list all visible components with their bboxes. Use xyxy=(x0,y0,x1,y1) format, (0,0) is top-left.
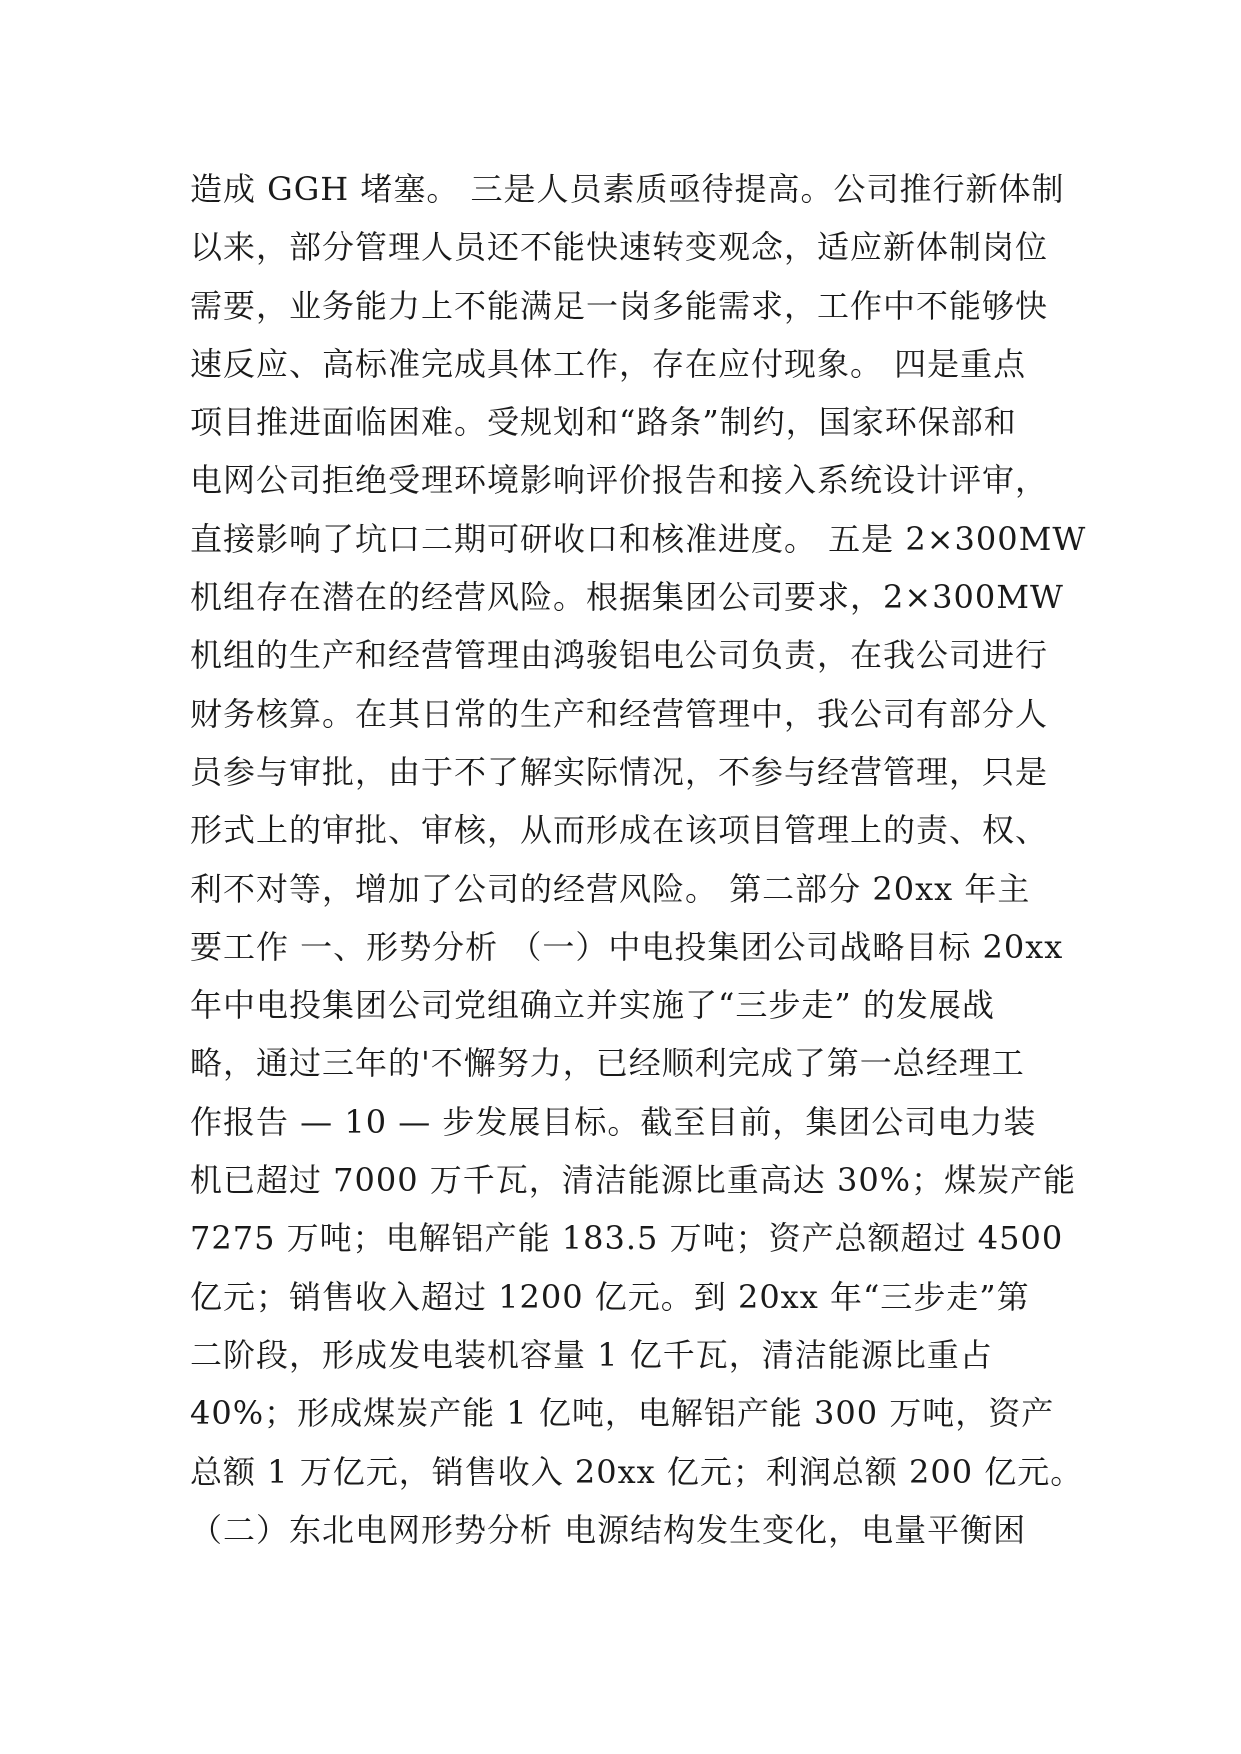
text-line: 电网公司拒绝受理环境影响评价报告和接入系统设计评审， xyxy=(190,461,1049,500)
text-line: 总额 1 万亿元，销售收入 20xx 亿元；利润总额 200 亿元。 xyxy=(190,1452,1084,1491)
text-line: 机组的生产和经营管理由鸿骏铝电公司负责，在我公司进行 xyxy=(190,636,1049,675)
text-line: 要工作 一、形势分析 （一）中电投集团公司战略目标 20xx xyxy=(190,927,1064,966)
text-line: 7275 万吨；电解铝产能 183.5 万吨；资产总额超过 4500 xyxy=(190,1219,1064,1258)
text-line: 亿元；销售收入超过 1200 亿元。到 20xx 年“三步走”第 xyxy=(190,1277,1030,1316)
text-line: 作报告 — 10 — 步发展目标。截至目前，集团公司电力装 xyxy=(190,1102,1037,1141)
text-line: 员参与审批，由于不了解实际情况，不参与经营管理，只是 xyxy=(190,752,1049,791)
text-line: 机组存在潜在的经营风险。根据集团公司要求，2×300MW xyxy=(190,578,1064,617)
text-line: 项目推进面临困难。受规划和“路条”制约，国家环保部和 xyxy=(190,403,1017,442)
body-text xyxy=(190,160,1087,1559)
text-line: 速反应、高标准完成具体工作，存在应付现象。 四是重点 xyxy=(190,344,1027,383)
text-line: （二）东北电网形势分析 电源结构发生变化，电量平衡困 xyxy=(190,1510,1027,1549)
text-line: 形式上的审批、审核，从而形成在该项目管理上的责、权、 xyxy=(190,811,1049,850)
text-line: 需要，业务能力上不能满足一岗多能需求，工作中不能够快 xyxy=(190,286,1049,325)
text-line: 40%；形成煤炭产能 1 亿吨，电解铝产能 300 万吨，资产 xyxy=(190,1394,1055,1433)
text-line: 机已超过 7000 万千瓦，清洁能源比重高达 30%；煤炭产能 xyxy=(190,1161,1077,1200)
text-line: 略，通过三年的'不懈努力，已经顺利完成了第一总经理工 xyxy=(190,1044,1025,1083)
text-line: 二阶段，形成发电装机容量 1 亿千瓦，清洁能源比重占 xyxy=(190,1335,993,1374)
text-line: 年中电投集团公司党组确立并实施了“三步走” 的发展战 xyxy=(190,986,995,1025)
text-line: 利不对等，增加了公司的经营风险。 第二部分 20xx 年主 xyxy=(190,869,1031,908)
text-line: 造成 GGH 堵塞。 三是人员素质亟待提高。公司推行新体制 xyxy=(190,170,1065,208)
text-line: 财务核算。在其日常的生产和经营管理中，我公司有部分人 xyxy=(190,694,1049,733)
text-line: 以来，部分管理人员还不能快速转变观念，适应新体制岗位 xyxy=(190,228,1049,267)
text-line: 直接影响了坑口二期可研收口和核准进度。 五是 2×300MW xyxy=(190,519,1087,558)
